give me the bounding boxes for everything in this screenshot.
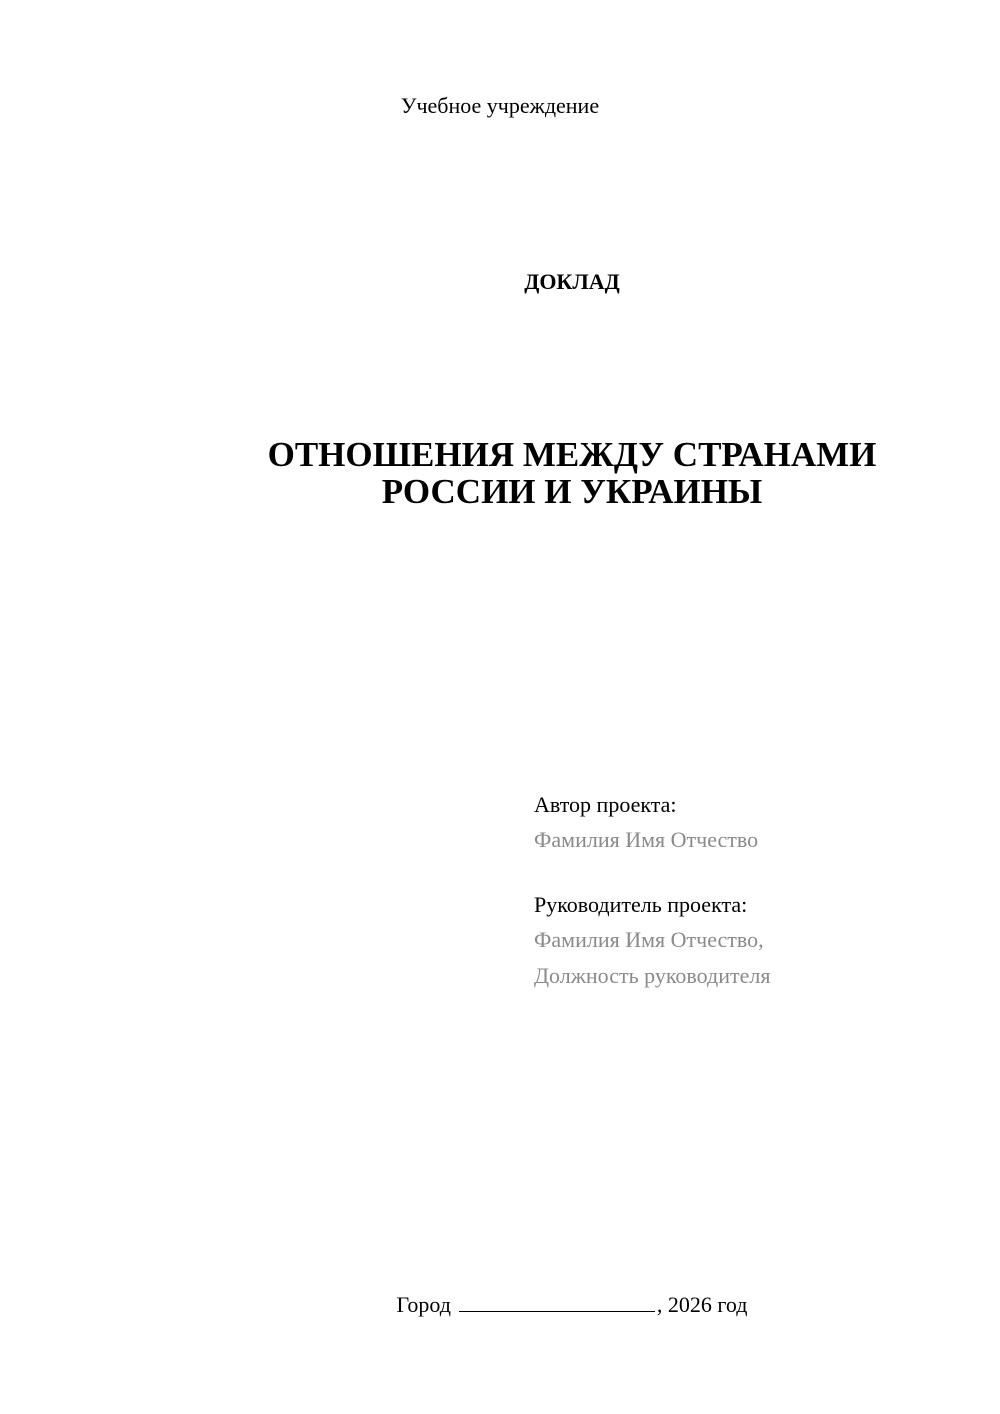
document-title-line-1: ОТНОШЕНИЯ МЕЖДУ СТРАНАМИ: [267, 435, 877, 474]
document-title: [72, 436, 1000, 510]
footer-city-year: [72, 1290, 1000, 1320]
supervisor-label: Руководитель проекта:: [534, 892, 748, 917]
document-title-line-2: РОССИИ И УКРАИНЫ: [381, 472, 763, 511]
credits-spacer: [534, 858, 954, 888]
supervisor-position: Должность руководителя: [534, 963, 771, 988]
institution-name: Учебное учреждение: [400, 93, 600, 118]
document-type: ДОКЛАД: [524, 269, 620, 294]
credits-block: [534, 788, 954, 994]
supervisor-name: Фамилия Имя Отчество,: [534, 927, 764, 952]
city-blank-line: [459, 1291, 655, 1312]
author-label: Автор проекта:: [534, 792, 677, 817]
author-name: Фамилия Имя Отчество: [534, 827, 759, 852]
year-text: , 2026 год: [656, 1292, 748, 1317]
city-label: Город: [396, 1292, 451, 1317]
